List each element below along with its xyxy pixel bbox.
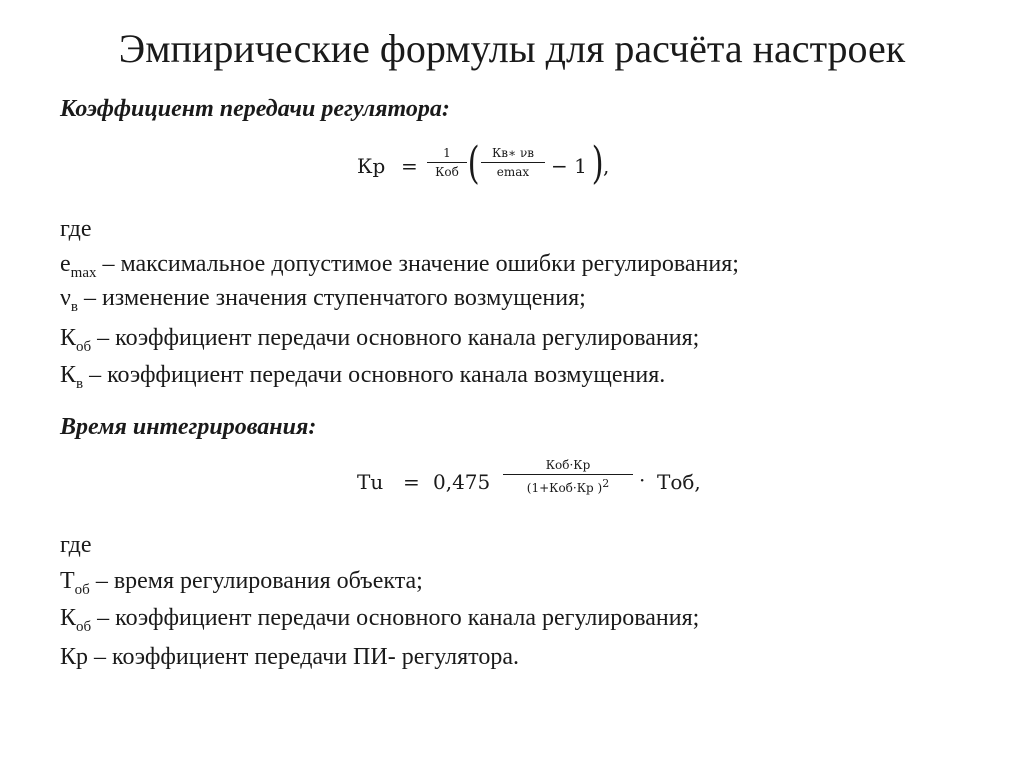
section-heading-gain: Коэффициент передачи регулятора: (60, 96, 450, 122)
def-tob: $Т_{об}$ – время регулирования объекта; (60, 568, 423, 598)
def-kv: $К_в$ – коэффициент передачи основного канала возмущения. (60, 362, 666, 392)
section-heading-integration: Время интегрирования: (60, 414, 317, 440)
def-kob: $К_{об}$ – коэффициент передачи основного канала регулирования; (60, 325, 700, 355)
formula-frac-1 (427, 146, 467, 179)
frac1-numerator: 1 (443, 146, 451, 160)
where-label-1: где (60, 216, 92, 242)
formula2-lhs: Tu (357, 470, 384, 494)
formula2-coef: 0,475 (433, 470, 491, 494)
formula-lhs: Кр (357, 154, 386, 178)
def-emax: $e_{max}$ – максимальное допустимое значение ошибки регулирования; (60, 251, 739, 281)
where-label-2: где (60, 532, 92, 558)
def-kp: Кр – коэффициент передачи ПИ- регулятора. (60, 644, 519, 670)
formula2-denominator: (1+Коб·Кр )$^2$ (526, 477, 610, 495)
formula2-dot: · (639, 468, 646, 492)
formula2-rhs: Тоб, (657, 470, 701, 494)
def-nu: $\nu_в$ – изменение значения ступенчатого возмущения; (60, 285, 586, 315)
frac2-denominator: emax (496, 165, 530, 179)
frac2-numerator: Кв∗ νв (491, 146, 535, 160)
frac1-denominator: Коб (435, 165, 459, 179)
formula-frac-2 (481, 146, 545, 179)
formula2-numerator: Коб·Кр (545, 458, 591, 472)
def-kob-2: $К_{об}$ – коэффициент передачи основного канала регулирования; (60, 605, 700, 635)
formula-comma: , (603, 154, 610, 178)
formula-minus-one: − 1 (551, 154, 587, 178)
formula-eq: = (401, 154, 418, 178)
formula-integration (357, 456, 737, 520)
slide-title: Эмпирические формулы для расчёта настроек (118, 26, 906, 71)
formula2-frac (503, 458, 633, 495)
formula2-eq: = (403, 470, 420, 494)
formula-gain: Кр = 1 Коб ( Кв∗ νв emax − 1 ) , (357, 138, 610, 189)
